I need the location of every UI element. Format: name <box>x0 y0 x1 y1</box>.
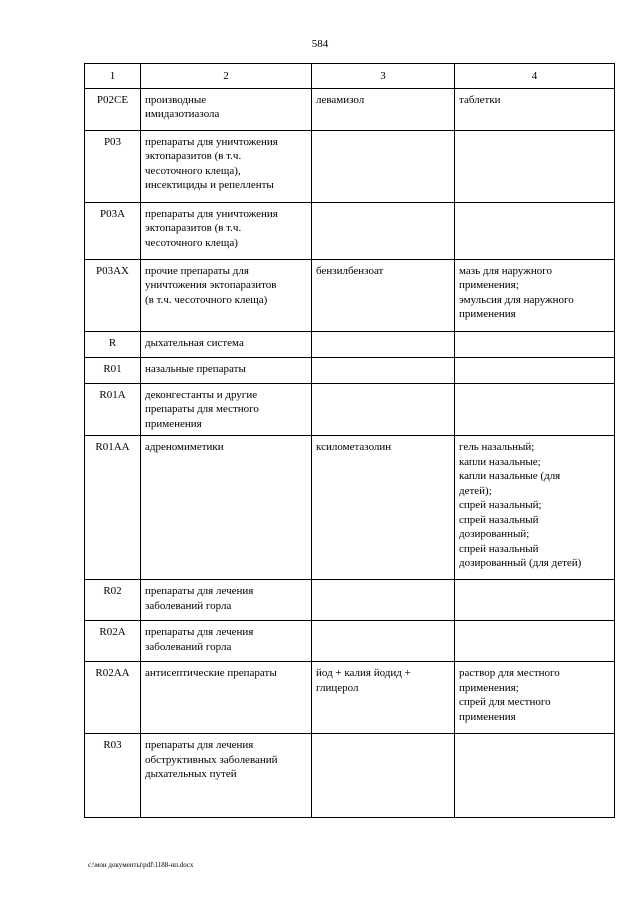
drug-name-cell <box>312 88 455 130</box>
cell-text-line: эктопаразитов (в т.ч. <box>145 222 242 234</box>
cell-text-line: адреномиметики <box>145 441 224 453</box>
group-name-cell <box>141 580 312 621</box>
column-header: 3 <box>312 64 455 89</box>
drug-name-cell <box>312 621 455 662</box>
dosage-form-cell <box>455 130 615 202</box>
cell-text-line: применения; <box>459 279 519 291</box>
atc-code-cell: P03A <box>85 202 141 259</box>
group-name-cell <box>141 331 312 357</box>
table-body <box>85 88 615 818</box>
atc-code-cell: R <box>85 331 141 357</box>
cell-text-line: спрей назальный <box>459 513 539 526</box>
cell-text-line: антисептические препараты <box>145 667 277 679</box>
cell-text-line: капли назальные (для <box>459 470 561 482</box>
drug-name-cell <box>312 662 455 734</box>
dosage-form-cell <box>455 259 615 331</box>
cell-text-line: чесоточного клеща) <box>145 236 238 249</box>
group-name-cell <box>141 259 312 331</box>
cell-text-line: препараты для уничтожения <box>145 135 278 148</box>
cell-text-line: заболеваний горла <box>145 599 232 612</box>
atc-code-cell: R02AA <box>85 662 141 734</box>
atc-code-cell: R01A <box>85 383 141 436</box>
group-name-cell <box>141 130 312 202</box>
dosage-form-cell <box>455 580 615 621</box>
column-header: 4 <box>455 64 615 89</box>
atc-code-cell: R01 <box>85 357 141 383</box>
group-name-cell <box>141 621 312 662</box>
cell-text-line: капли назальные; <box>459 455 541 468</box>
table-row <box>85 130 615 202</box>
drug-name-cell <box>312 331 455 357</box>
atc-code-cell: R02 <box>85 580 141 621</box>
table-row <box>85 88 615 130</box>
drug-name-cell <box>312 130 455 202</box>
cell-text-line: дыхательных путей <box>145 768 237 780</box>
cell-text-line: препараты для уничтожения <box>145 207 278 220</box>
table-row <box>85 383 615 436</box>
group-name-cell <box>141 88 312 130</box>
column-header: 1 <box>85 64 141 89</box>
atc-code-cell: R01AA <box>85 436 141 580</box>
footer-file-path: c:\мои документы\pdf\1188-нп.docx <box>88 861 194 869</box>
group-name-cell <box>141 383 312 436</box>
cell-text-line: чесоточного клеща), <box>145 164 241 177</box>
group-name-cell <box>141 357 312 383</box>
cell-text-line: применения <box>145 417 202 430</box>
cell-text-line: раствор для местного <box>459 667 560 679</box>
cell-text-line: глицерол <box>316 681 359 694</box>
table-row <box>85 662 615 734</box>
cell-text-line: применения <box>459 710 516 723</box>
cell-text-line: (в т.ч. чесоточного клеща) <box>145 293 268 306</box>
cell-text-line: обструктивных заболеваний <box>145 753 278 766</box>
drug-name-cell <box>312 734 455 818</box>
cell-text-line: препараты для лечения <box>145 626 254 638</box>
drug-name-cell <box>312 580 455 621</box>
dosage-form-cell <box>455 383 615 436</box>
dosage-form-cell <box>455 357 615 383</box>
cell-text-line: применения; <box>459 681 519 694</box>
cell-text-line: йод + калия йодид + <box>316 667 411 679</box>
cell-text-line: препараты для местного <box>145 403 259 415</box>
drug-table <box>84 63 615 818</box>
cell-text-line: дозированный (для детей) <box>459 557 582 569</box>
table-header-row <box>85 64 615 89</box>
table-row <box>85 436 615 580</box>
cell-text-line: препараты для лечения <box>145 739 254 751</box>
cell-text-line: левамизол <box>316 93 365 106</box>
cell-text-line: таблетки <box>459 93 501 106</box>
table-row <box>85 734 615 818</box>
cell-text-line: деконгестанты и другие <box>145 388 258 401</box>
atc-code-cell: P02CE <box>85 88 141 130</box>
column-header: 2 <box>141 64 312 89</box>
atc-code-cell: R02A <box>85 621 141 662</box>
cell-text-line: инсектициды и репелленты <box>145 179 274 191</box>
drug-name-cell <box>312 436 455 580</box>
table-row <box>85 580 615 621</box>
cell-text-line: ксилометазолин <box>316 441 392 453</box>
dosage-form-cell <box>455 202 615 259</box>
group-name-cell <box>141 202 312 259</box>
cell-text-line: бензилбензоат <box>316 264 384 277</box>
cell-text-line: спрей назальный <box>459 542 539 555</box>
dosage-form-cell <box>455 88 615 130</box>
cell-text-line: спрей назальный; <box>459 499 542 511</box>
cell-text-line: назальные препараты <box>145 362 246 375</box>
cell-text-line: эктопаразитов (в т.ч. <box>145 150 242 162</box>
dosage-form-cell <box>455 621 615 662</box>
group-name-cell <box>141 734 312 818</box>
group-name-cell <box>141 662 312 734</box>
cell-text-line: спрей для местного <box>459 696 551 708</box>
dosage-form-cell <box>455 436 615 580</box>
dosage-form-cell <box>455 331 615 357</box>
table-row <box>85 621 615 662</box>
table-row <box>85 259 615 331</box>
atc-code-cell: P03 <box>85 130 141 202</box>
drug-name-cell <box>312 202 455 259</box>
table-row <box>85 331 615 357</box>
cell-text-line: детей); <box>459 484 492 497</box>
page-number: 584 <box>311 38 329 50</box>
cell-text-line: дыхательная система <box>145 336 244 349</box>
cell-text-line: дозированный; <box>459 528 530 540</box>
table-row <box>85 357 615 383</box>
cell-text-line: мазь для наружного <box>459 264 552 277</box>
cell-text-line: уничтожения эктопаразитов <box>145 279 277 291</box>
cell-text-line: препараты для лечения <box>145 585 254 597</box>
cell-text-line: гель назальный; <box>459 441 535 453</box>
cell-text-line: производные <box>145 93 207 106</box>
atc-code-cell: R03 <box>85 734 141 818</box>
drug-name-cell <box>312 357 455 383</box>
table-row <box>85 202 615 259</box>
atc-code-cell: P03AX <box>85 259 141 331</box>
group-name-cell <box>141 436 312 580</box>
dosage-form-cell <box>455 662 615 734</box>
cell-text-line: эмульсия для наружного <box>459 293 574 306</box>
drug-name-cell <box>312 383 455 436</box>
cell-text-line: прочие препараты для <box>145 264 249 277</box>
drug-name-cell <box>312 259 455 331</box>
cell-text-line: заболеваний горла <box>145 640 232 653</box>
cell-text-line: применения <box>459 308 516 320</box>
dosage-form-cell <box>455 734 615 818</box>
cell-text-line: имидазотиазола <box>145 108 220 120</box>
